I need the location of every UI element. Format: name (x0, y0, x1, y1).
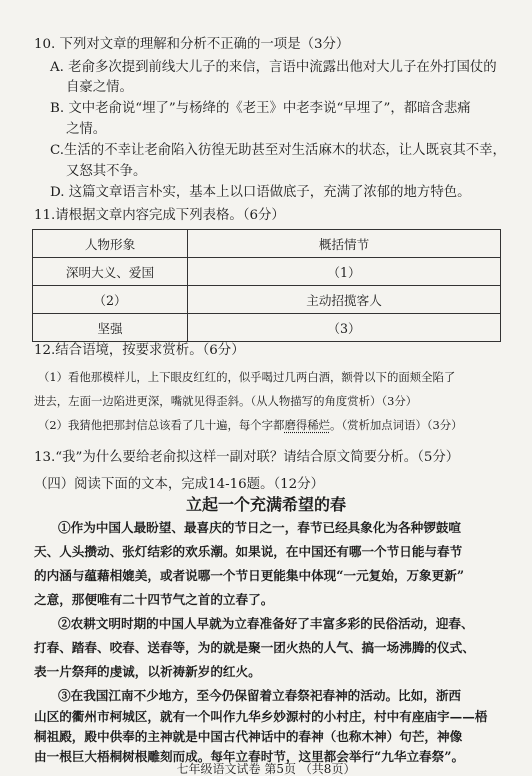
q12-item2 (38, 420, 463, 431)
table-cell: 深明大义、爱国 (33, 258, 188, 286)
q10-option-b-line2: 之情。 (66, 122, 107, 137)
paragraph-1-line1: ①作为中国人最盼望、最喜庆的节日之一，春节已经具象化为各种锣鼓喧 (58, 520, 461, 535)
article-title: 立起一个充满希望的春 (185, 495, 346, 514)
table-cell: （1） (188, 258, 501, 286)
q10-option-a-line2: 自豪之情。 (66, 80, 133, 95)
table-cell: （2） (33, 286, 188, 314)
paragraph-2-line3: 表一片祭拜的虔诚，以祈祷新岁的红火。 (34, 664, 261, 679)
q12-item1-line1: （1）看他那模样儿，上下眼皮红红的，似乎喝过几两白酒，额骨以下的面颊全陷了 (38, 370, 456, 384)
q12-stem: 12.结合语境，按要求赏析。（6分） (34, 343, 245, 358)
table-header-row (33, 230, 501, 258)
page-footer: 七年级语文试卷 第5页 （共8页） (176, 762, 356, 776)
q10-option-c-line2: 又怒其不争。 (66, 164, 147, 179)
paragraph-3-line1: ③在我国江南不少地方，至今仍保留着立春祭祀春神的活动。比如，浙西 (58, 688, 461, 703)
table-cell: 主动招揽客人 (188, 286, 501, 314)
q10-option-d: D. 这篇文章语言朴实，基本上以口语做底子，充满了浓郁的地方特色。 (50, 185, 471, 200)
table-row (33, 286, 501, 314)
table-cell: 坚强 (33, 314, 188, 342)
table-header-cell: 概括情节 (188, 230, 501, 258)
q12-item2-marked-word: 磨得稀烂 (284, 418, 331, 432)
paragraph-1-line2: 天、人头攒动、张灯结彩的欢乐潮。如果说，在中国还有哪一个节日能与春节 (34, 544, 463, 559)
paragraph-3-line3: 桐祖殿，殿中供奉的主神就是中国古代神话中的春神（也称木神）句芒，神像 (34, 729, 463, 744)
q10-option-c-line1: C.生活的不幸让老俞陷入彷徨无助甚至对生活麻木的状态，让人既哀其不幸， (50, 143, 506, 158)
paragraph-2-line2: 打春、踏春、咬春、送春等，为的就是聚一团火热的人气、搞一场沸腾的仪式、 (34, 640, 475, 655)
q11-stem: 11.请根据文章内容完成下列表格。（6分） (34, 208, 285, 223)
q10-stem: 10. 下列对文章的理解和分析不正确的一项是（3分） (34, 37, 350, 52)
q13-stem: 13.“我”为什么要给老俞拟这样一副对联？请结合原文简要分析。（5分） (34, 450, 460, 465)
table-header-cell: 人物形象 (33, 230, 188, 258)
paragraph-3-line4: 由一根巨大梧桐树根雕刻而成。每年立春时节，这里都会举行“九华立春祭”。 (34, 749, 465, 764)
q10-option-b-line1: B. 文中老俞说“埋了”与杨绛的《老王》中老李说“早埋了”，都暗含悲痛 (50, 101, 471, 116)
q11-table (32, 229, 501, 342)
table-row (33, 314, 501, 342)
paragraph-3-line2: 山区的衢州市柯城区，就有一个叫作九华乡妙源村的小村庄，村中有座庙宇——梧 (34, 709, 488, 724)
q12-item1-line2: 进去，左面一边陷进更深，嘴就见得歪斜。（从人物描写的角度赏析）（3分） (34, 394, 418, 408)
q10-option-a-line1: A. 老俞多次提到前线大儿子的来信，言语中流露出他对大儿子在外打国仗的 (50, 60, 497, 75)
q12-item2-post: 。（赏析加点词语）（3分） (330, 418, 463, 432)
table-cell: （3） (188, 314, 501, 342)
q12-item2-pre: （2）我猜他把那封信总该看了几十遍，每个字都 (38, 418, 285, 432)
section4-heading: （四）阅读下面的文本，完成14-16题。（12分） (34, 477, 324, 492)
paragraph-2-line1: ②农耕文明时期的中国人早就为立春准备好了丰富多彩的民俗活动，迎春、 (58, 616, 474, 631)
paragraph-1-line3: 的内涵与蕴藉相媲美，或者说哪一个节日更能集中体现“一元复始，万象更新” (34, 568, 465, 583)
table-row (33, 258, 501, 286)
paragraph-1-line4: 之意，那便唯有二十四节气之首的立春了。 (34, 592, 274, 607)
